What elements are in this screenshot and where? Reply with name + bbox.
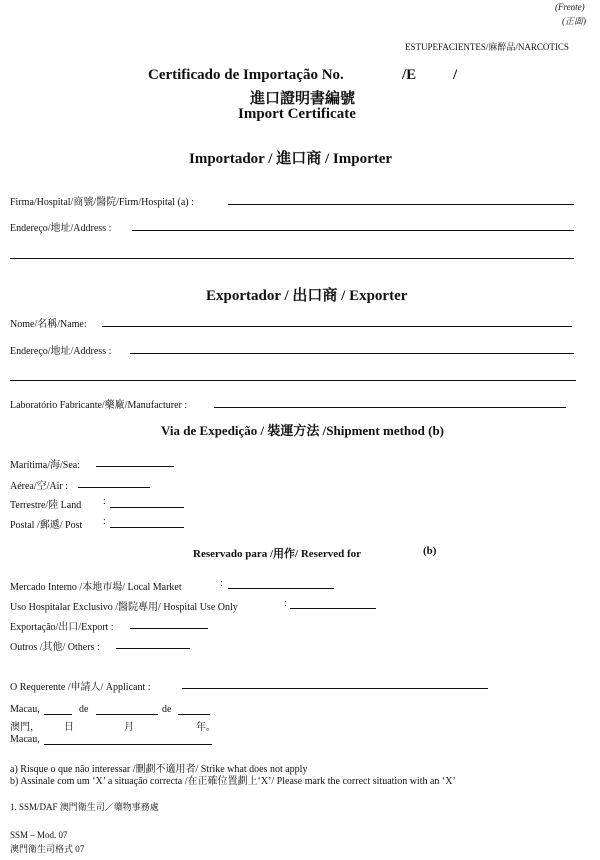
shipment-sea-label: Marítima/海/Sea: (10, 460, 80, 471)
footer-department: 1. SSM/DAF 澳門衛生司／藥物事務處 (10, 802, 159, 812)
certificate-number-label: Certificado de Importação No. (148, 67, 344, 83)
importer-firm-field[interactable] (228, 204, 574, 205)
importer-address-field[interactable] (132, 230, 574, 231)
importer-address-label: Endereço/地址/Address : (10, 223, 112, 234)
form-model-number-cn: 澳門衛生司格式 07 (10, 844, 85, 854)
shipment-air-label: Aérea/空/Air : (10, 481, 69, 492)
shipment-heading: Via de Expedição / 裝運方法 /Shipment method (b) (161, 423, 445, 438)
reserved-hospital-colon: : (284, 598, 287, 609)
shipment-land-label: Terrestre/陸 Land (10, 500, 82, 511)
reserved-local-field[interactable] (228, 588, 334, 589)
form-model-number: SSM – Mod. 07 (10, 830, 68, 840)
exporter-name-label: Nome/名稱/Name: (10, 319, 87, 330)
certificate-title: Import Certificate (238, 106, 356, 122)
date-day-label-cn: 日 (64, 722, 74, 733)
exporter-heading: Exportador / 出口商 / Exporter (206, 288, 408, 304)
date-year-label-cn: 年。 (196, 722, 216, 733)
date-day-field[interactable] (44, 714, 72, 715)
date-full-field[interactable] (44, 744, 212, 745)
certificate-number-slash: / (453, 67, 458, 83)
exporter-name-field[interactable] (102, 326, 572, 327)
date-place-label-2: Macau, (10, 734, 40, 745)
applicant-signature-field[interactable] (182, 688, 488, 689)
reserved-hospital-label: Uso Hospitalar Exclusivo /醫院專用/ Hospital Use Only (10, 602, 238, 613)
page-side-label-cn: (正面) (562, 16, 586, 26)
page-side-label: (Frente) (555, 2, 585, 12)
manufacturer-field[interactable] (214, 407, 566, 408)
importer-address-field-2[interactable] (10, 258, 574, 259)
shipment-post-field[interactable] (110, 527, 184, 528)
shipment-land-field[interactable] (110, 507, 184, 508)
reserved-others-field[interactable] (116, 648, 190, 649)
reserved-local-label: Mercado Interno /本地市場/ Local Market (10, 582, 182, 593)
date-de-label: de (79, 704, 89, 715)
manufacturer-label: Laboratório Fabricante/藥廠/Manufacturer : (10, 400, 188, 411)
reserved-local-colon: : (220, 578, 223, 589)
reserved-export-field[interactable] (130, 628, 208, 629)
note-b: b) Assinale com um ‘X’ a situação correcta /在正確位置劃上‘X’/ Please mark the correct situation with an ‘X’ (10, 776, 456, 787)
reserved-export-label: Exportação/出口/Export : (10, 622, 114, 633)
exporter-address-label: Endereço/地址/Address : (10, 346, 112, 357)
reserved-heading-note: (b) (423, 545, 437, 557)
shipment-post-colon: : (103, 516, 106, 527)
certificate-number-suffix: /E (402, 67, 417, 83)
shipment-land-colon: : (103, 496, 106, 507)
date-month-label-cn: 月 (124, 722, 134, 733)
date-place-label: Macau, (10, 704, 40, 715)
shipment-post-label: Postal /郵遞/ Post (10, 520, 83, 531)
shipment-sea-field[interactable] (96, 466, 174, 467)
date-year-field[interactable] (178, 714, 210, 715)
applicant-label: O Requerente /申請人/ Applicant : (10, 682, 151, 693)
certificate-title-cn: 進口證明書編號 (250, 91, 356, 107)
importer-heading: Importador / 進口商 / Importer (189, 151, 393, 167)
date-month-field[interactable] (96, 714, 158, 715)
note-a: a) Risque o que não interessar /刪劃不適用者/ Strike what does not apply (10, 764, 308, 775)
category-label: ESTUPEFACIENTES/麻醉品/NARCOTICS (405, 42, 569, 52)
exporter-address-field-2[interactable] (10, 380, 576, 381)
date-de-label-2: de (162, 704, 172, 715)
shipment-air-field[interactable] (78, 487, 150, 488)
reserved-hospital-field[interactable] (290, 608, 376, 609)
date-place-label-cn: 澳門， (10, 722, 40, 733)
reserved-others-label: Outros /其他/ Others : (10, 642, 100, 653)
importer-firm-label: Firma/Hospital/商號/醫院/Firm/Hospital (a) : (10, 197, 194, 208)
reserved-heading: Reservado para /用作/ Reserved for (193, 548, 362, 560)
exporter-address-field[interactable] (130, 353, 574, 354)
